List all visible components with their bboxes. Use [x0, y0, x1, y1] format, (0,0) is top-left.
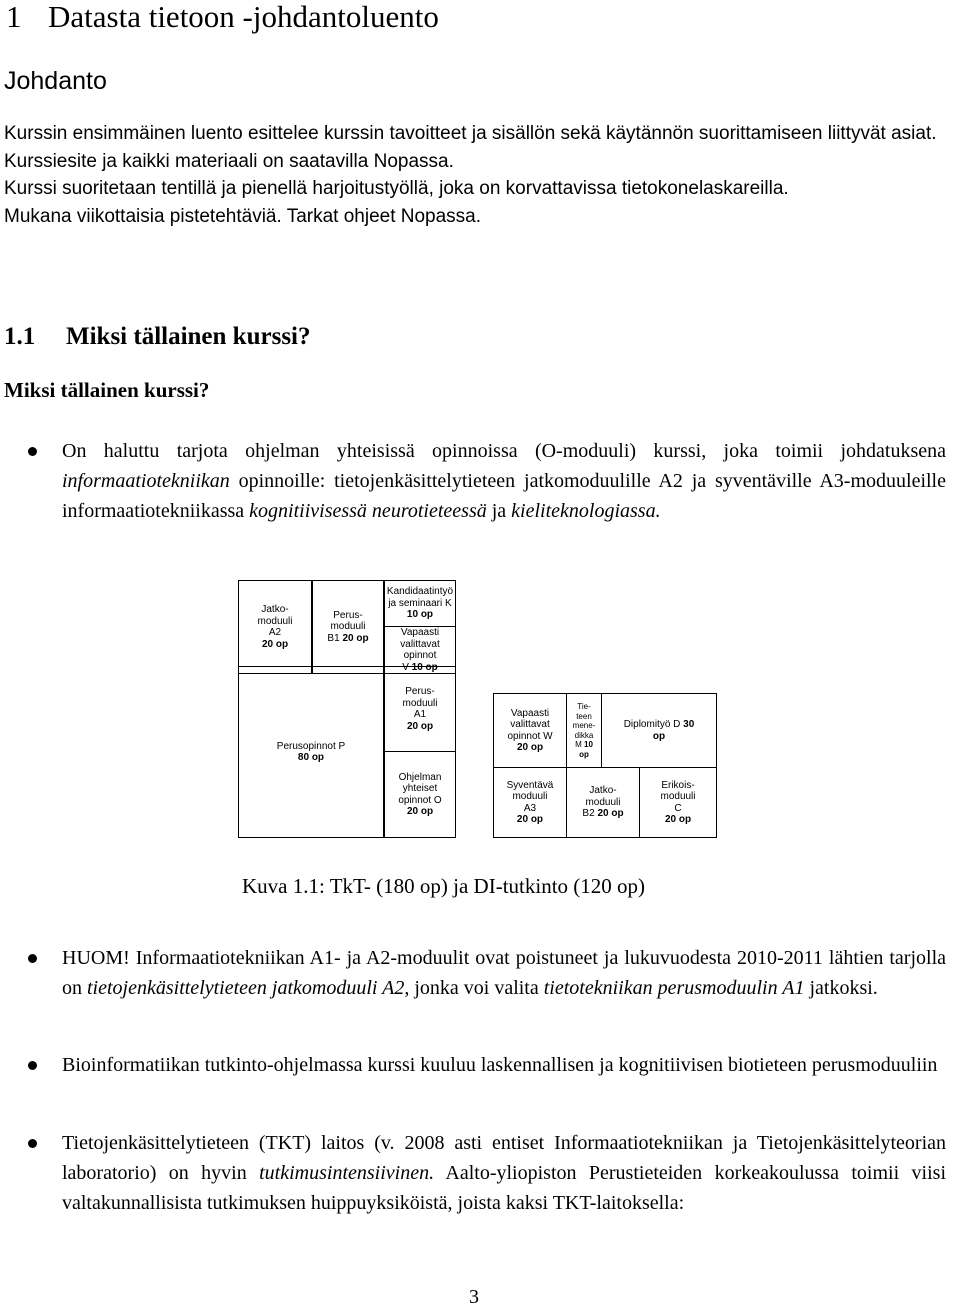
section-title-text: Miksi tällainen kurssi? [66, 323, 311, 350]
box-diplomityo-d [601, 693, 717, 768]
bullet-item-2 [62, 943, 946, 1003]
box-credits: 10 op [406, 609, 434, 621]
text-run: On haluttu tarjota ohjelman yhteisissä opinnoissa (O-moduuli) kurssi, joka toimii johdatuksena [62, 440, 946, 462]
italic-run: tutkimusintensiivinen. [259, 1162, 435, 1184]
box-credits: 20 op [664, 814, 692, 825]
box-perusopinnot-p [238, 666, 384, 838]
text-run: opinnoille: tietojenkäsittelytieteen jatkomoduulille A2 ja syventäville A3-moduuleille informaatiotekniikassa [62, 470, 946, 522]
box-label: Erikois- moduuli C [660, 779, 696, 814]
box-label: Kandidaatintyö ja seminaari K [386, 586, 454, 609]
intro-paragraph-1: Kurssin ensimmäinen luento esittelee kurssin tavoitteet ja sisällön sekä käytännön suorittamiseen liittyvät asiat. [4, 123, 937, 144]
text-run: ja [486, 500, 512, 522]
box-perusmoduuli-b1 [312, 580, 384, 674]
bullet-dot [28, 954, 37, 963]
bullet-dot [28, 447, 37, 456]
italic-run: kognitiivisessä neurotieteessä [249, 500, 487, 522]
box-kandidaatintyo-k [384, 580, 456, 627]
italic-run: informaatiotekniikan [62, 470, 230, 492]
box-label: Syventävä moduuli A3 [506, 779, 554, 814]
box-label: Jatko- moduuli A2 [257, 604, 293, 638]
text-run: Tietojenkäsittelytieteen (TKT) laitos (v. 2008 asti entiset Informaatiotekniikan ja Tietojenkäsittelyteorian laboratorio) on hyvin [62, 1132, 946, 1184]
box-label: Diplomityö D [623, 719, 681, 730]
section-number: 1.1 [4, 323, 36, 350]
box-credits: 30 op [652, 719, 695, 742]
box-jatkomoduuli-a2 [238, 580, 312, 674]
section-title [4, 322, 311, 352]
box-credits: 10 op [411, 661, 438, 673]
bullet-item-4 [62, 1128, 946, 1218]
figure-caption: Kuva 1.1: TkT- (180 op) ja DI-tutkinto (120 op) [242, 874, 646, 898]
box-label: Perus- moduuli A1 [402, 686, 438, 720]
box-erikoismoduuli-c [639, 767, 717, 838]
chapter-number: 1 [6, 0, 22, 34]
bullet-item-1 [62, 436, 946, 526]
intro-paragraph-4: Mukana viikottaisia pistetehtäviä. Tarkat ohjeet Nopassa. [4, 205, 482, 227]
chapter-title [6, 0, 439, 34]
box-perusmoduuli-a1 [384, 666, 456, 752]
intro-text [4, 120, 954, 230]
box-credits: 20 op [342, 632, 369, 644]
box-label: Vapaasti valittavat opinnot W [507, 707, 553, 742]
bullet-dot [28, 1061, 37, 1070]
chapter-title-text: Datasta tietoon -johdantoluento [48, 0, 439, 34]
box-credits: 20 op [516, 814, 544, 825]
box-label: Tie- teen mene- dikka M [572, 702, 596, 749]
box-credits: 20 op [261, 638, 289, 650]
section-subheading: Miksi tällainen kurssi? [4, 378, 210, 402]
intro-heading: Johdanto [4, 67, 107, 95]
box-credits: 20 op [516, 742, 544, 753]
text-run: jatkoksi. [804, 977, 878, 999]
box-credits: 10 op [579, 740, 593, 759]
box-credits: 20 op [406, 720, 434, 732]
box-label: Vapaasti valittavat opinnot V [400, 627, 440, 673]
box-credits: 20 op [406, 806, 434, 817]
italic-run: tietotekniikan perusmoduulin A1 [543, 977, 805, 999]
box-ohjelman-yhteiset-o [384, 751, 456, 838]
bullet-dot [28, 1139, 37, 1148]
intro-paragraph-3: Kurssi suoritetaan tentillä ja pienellä harjoitustyöllä, joka on korvattavissa tietokonelaskareilla. [4, 178, 789, 199]
text-run: Aalto-yliopiston Perustieteiden korkeakoulussa toimii viisi valtakunnallisista tutkimuksen huippuyksiköistä, joista kaksi TKT-laitoksella: [62, 1162, 946, 1214]
bullet-item-3 [62, 1050, 946, 1080]
italic-run: kieliteknologiassa. [511, 500, 661, 522]
box-label: Ohjelman yhteiset opinnot O [398, 771, 442, 806]
page-number: 3 [469, 1286, 479, 1308]
box-tieteen-metodiikka-m [566, 693, 602, 768]
text-run: HUOM! Informaatiotekniikan A1- ja A2-moduulit ovat poistuneet ja lukuvuodesta 2010-2011 lähtien tarjolla on [62, 947, 946, 999]
text-run: , jonka voi valita [404, 977, 544, 999]
box-credits: 20 op [597, 808, 624, 820]
box-label: Jatko- moduuli B2 [582, 785, 621, 820]
italic-run: tietojenkäsittelytieteen jatkomoduuli A2 [87, 977, 405, 999]
text-run: Bioinformatiikan tutkinto-ohjelmassa kurssi kuuluu laskennallisen ja kognitiivisen biotieteen perusmoduuliin [62, 1054, 938, 1076]
box-jatkomoduuli-b2 [566, 767, 640, 838]
box-syventava-a3 [493, 767, 567, 838]
intro-paragraph-2: Kurssiesite ja kaikki materiaali on saatavilla Nopassa. [4, 150, 454, 172]
box-label: Perusopinnot P [276, 740, 346, 752]
box-credits: 80 op [297, 752, 325, 763]
box-vapaasti-valittavat-w [493, 693, 567, 768]
degree-structure-diagram [238, 580, 718, 840]
box-label: Perus- moduuli B1 [327, 609, 366, 644]
